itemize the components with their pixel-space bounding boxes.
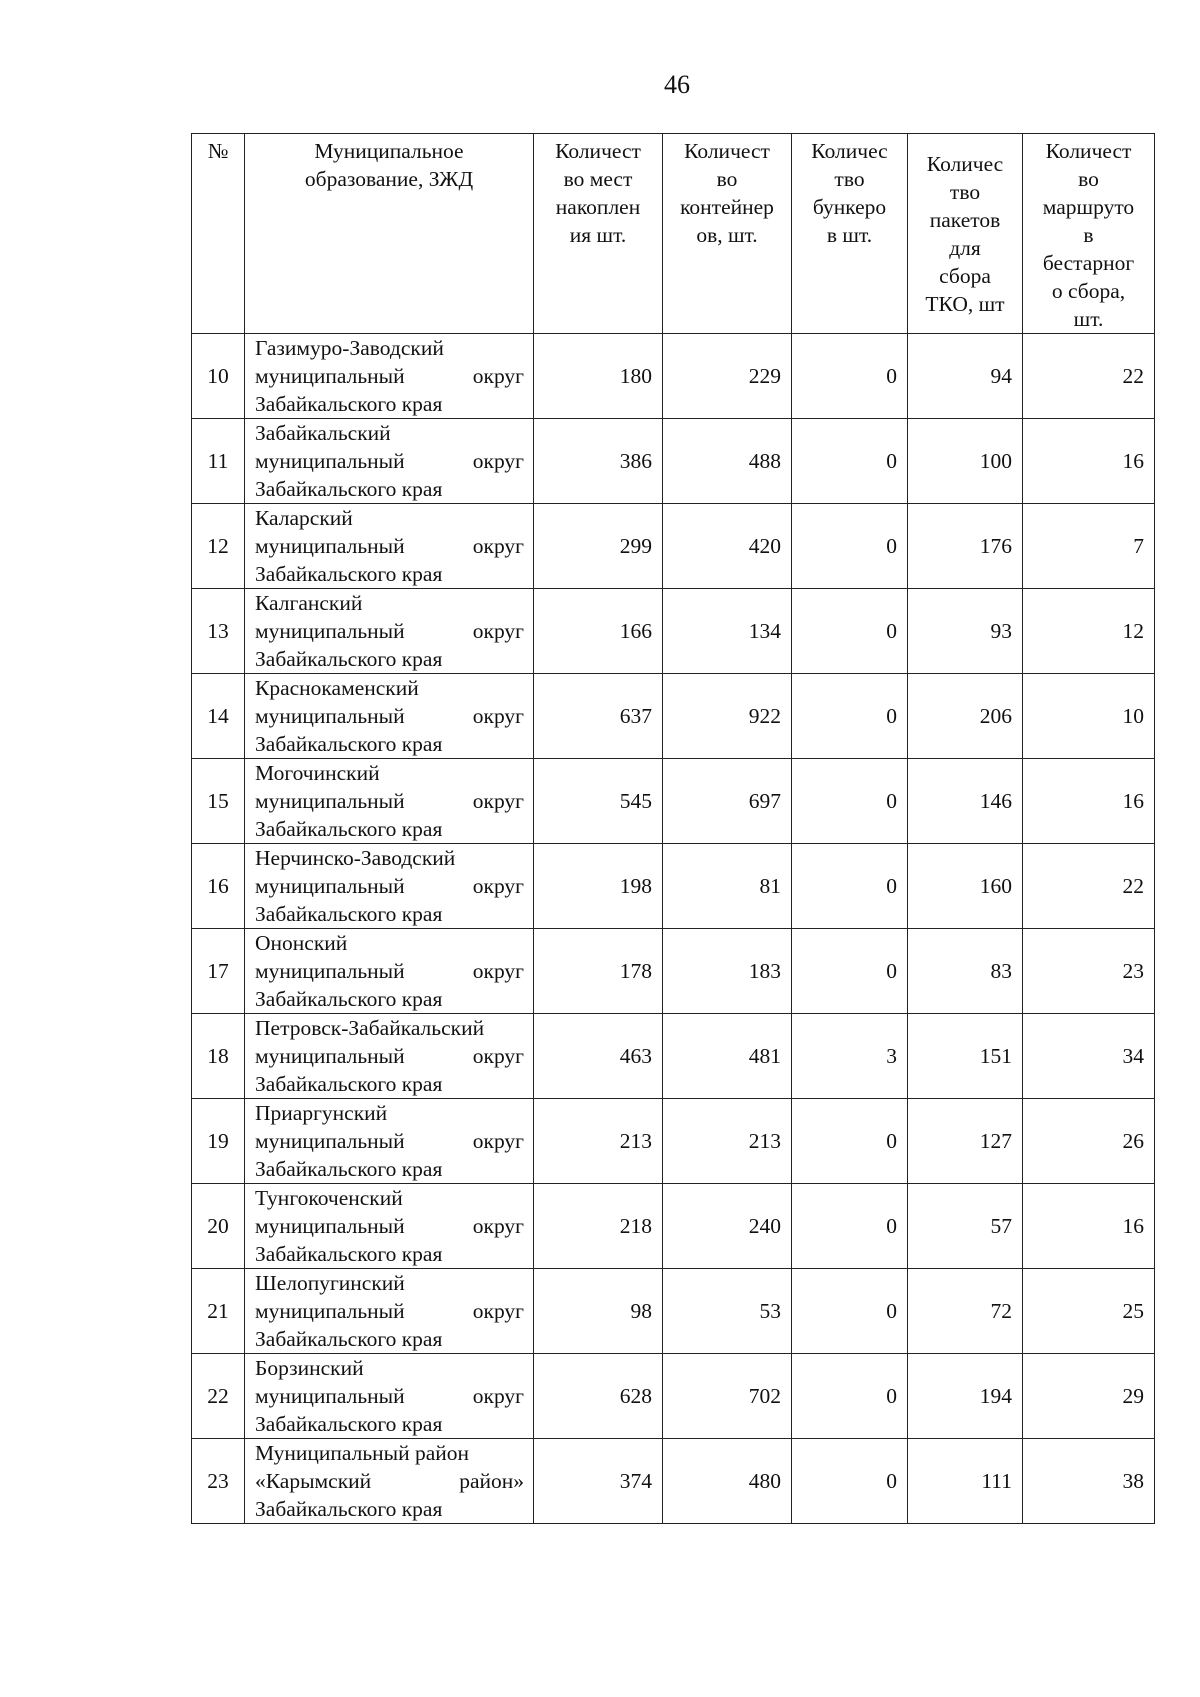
table-row [192,674,1155,759]
header-line: пакетов [929,207,1001,232]
containers-count: 81 [663,844,792,929]
table-row [192,1269,1155,1354]
bunkers-count: 0 [792,844,908,929]
routes-count: 26 [1023,1099,1155,1184]
table-row [192,844,1155,929]
col-municipality-header [245,134,534,334]
municipality-name: Шелопугинский муниципальный округ Забайкальского края [245,1269,534,1354]
routes-count: 7 [1023,504,1155,589]
table-row [192,589,1155,674]
row-number: 18 [192,1014,245,1099]
header-line: в [1083,223,1094,247]
routes-count: 12 [1023,589,1155,674]
table-body [192,334,1155,1524]
header-line: Количест [555,139,641,163]
bunkers-count: 0 [792,759,908,844]
bags-count: 194 [908,1354,1023,1439]
municipality-name: Петровск-Забайкальский муниципальный округ Забайкальского края [245,1014,534,1099]
row-number: 20 [192,1184,245,1269]
bunkers-count: 0 [792,334,908,419]
municipality-name: Нерчинско-Заводский муниципальный округ Забайкальского края [245,844,534,929]
routes-count: 29 [1023,1354,1155,1439]
bunkers-count: 0 [792,929,908,1014]
places-count: 637 [534,674,663,759]
col-bags-header [908,134,1023,334]
places-count: 386 [534,419,663,504]
municipality-name: Краснокаменский муниципальный округ Забайкальского края [245,674,534,759]
row-number: 17 [192,929,245,1014]
bags-count: 72 [908,1269,1023,1354]
routes-count: 38 [1023,1439,1155,1524]
bags-count: 127 [908,1099,1023,1184]
header-line: № [207,139,229,163]
municipality-name: Приаргунский муниципальный округ Забайкальского края [245,1099,534,1184]
bunkers-count: 0 [792,589,908,674]
header-row [192,134,1155,334]
row-number: 13 [192,589,245,674]
routes-count: 34 [1023,1014,1155,1099]
municipality-name: Калганский муниципальный округ Забайкальского края [245,589,534,674]
col-routes-header [1023,134,1155,334]
places-count: 178 [534,929,663,1014]
row-number: 14 [192,674,245,759]
bunkers-count: 0 [792,419,908,504]
containers-count: 480 [663,1439,792,1524]
bunkers-count: 0 [792,1439,908,1524]
table-row [192,1099,1155,1184]
header-line: во [716,167,738,191]
containers-count: 53 [663,1269,792,1354]
header-line: ТКО, шт [925,291,1005,316]
col-bunkers-header [792,134,908,334]
bunkers-count: 3 [792,1014,908,1099]
bunkers-count: 0 [792,1354,908,1439]
containers-count: 481 [663,1014,792,1099]
table-row [192,929,1155,1014]
containers-count: 420 [663,504,792,589]
table-row [192,1439,1155,1524]
routes-count: 22 [1023,334,1155,419]
bags-count: 83 [908,929,1023,1014]
table-row [192,504,1155,589]
table-row [192,1184,1155,1269]
header-line: сбора [939,263,991,288]
row-number: 12 [192,504,245,589]
containers-count: 922 [663,674,792,759]
row-number: 15 [192,759,245,844]
bunkers-count: 0 [792,674,908,759]
municipality-name: Тунгокоченский муниципальный округ Забайкальского края [245,1184,534,1269]
places-count: 374 [534,1439,663,1524]
bags-count: 160 [908,844,1023,929]
bags-count: 93 [908,589,1023,674]
bags-count: 94 [908,334,1023,419]
bags-count: 176 [908,504,1023,589]
routes-count: 23 [1023,929,1155,1014]
header-line: контейнер [680,195,774,219]
containers-count: 702 [663,1354,792,1439]
header-line: шт. [1073,307,1104,331]
header-line: Муниципальное [314,139,464,163]
header-line: Количес [926,151,1004,176]
table-row [192,759,1155,844]
header-line: образование, ЗЖД [304,167,474,191]
header-line: ия шт. [569,223,627,247]
containers-count: 229 [663,334,792,419]
table-row [192,1354,1155,1439]
places-count: 218 [534,1184,663,1269]
header-line: Количест [684,139,770,163]
places-count: 198 [534,844,663,929]
places-count: 463 [534,1014,663,1099]
table-row [192,334,1155,419]
containers-count: 697 [663,759,792,844]
bags-count: 151 [908,1014,1023,1099]
header-line: накоплен [555,195,641,219]
header-line: ов, шт. [696,223,758,247]
bags-count: 206 [908,674,1023,759]
header-line: во мест [563,167,633,191]
bags-count: 100 [908,419,1023,504]
row-number: 19 [192,1099,245,1184]
header-line: о сбора, [1051,279,1126,303]
places-count: 166 [534,589,663,674]
places-count: 545 [534,759,663,844]
bunkers-count: 0 [792,1184,908,1269]
municipality-name: Борзинский муниципальный округ Забайкальского края [245,1354,534,1439]
waste-collection-table [191,133,1155,1524]
places-count: 628 [534,1354,663,1439]
row-number: 10 [192,334,245,419]
header-line: для [949,235,981,260]
routes-count: 16 [1023,759,1155,844]
header-line: в шт. [826,223,873,247]
places-count: 213 [534,1099,663,1184]
table-row [192,419,1155,504]
routes-count: 16 [1023,1184,1155,1269]
table-row [192,1014,1155,1099]
municipality-name: Газимуро-Заводский муниципальный округ Забайкальского края [245,334,534,419]
containers-count: 213 [663,1099,792,1184]
row-number: 22 [192,1354,245,1439]
col-containers-header [663,134,792,334]
containers-count: 488 [663,419,792,504]
header-line: тво [949,179,981,204]
municipality-name: Ононский муниципальный округ Забайкальского края [245,929,534,1014]
header-line: бункеро [812,195,887,219]
containers-count: 240 [663,1184,792,1269]
municipality-name: Муниципальный район «Карымский район» Забайкальского края [245,1439,534,1524]
bags-count: 111 [908,1439,1023,1524]
row-number: 21 [192,1269,245,1354]
header-line: тво [834,167,865,191]
header-line: во [1078,167,1099,191]
page-number: 46 [664,70,690,99]
row-number: 16 [192,844,245,929]
row-number: 11 [192,419,245,504]
bunkers-count: 0 [792,1269,908,1354]
places-count: 180 [534,334,663,419]
header-line: маршруто [1042,195,1135,219]
col-places-header [534,134,663,334]
routes-count: 16 [1023,419,1155,504]
municipality-name: Забайкальский муниципальный округ Забайкальского края [245,419,534,504]
header-line: Количест [1045,139,1132,163]
bunkers-count: 0 [792,1099,908,1184]
bags-count: 146 [908,759,1023,844]
header-line: бестарног [1042,251,1135,275]
routes-count: 25 [1023,1269,1155,1354]
bags-count: 57 [908,1184,1023,1269]
col-number-header [192,134,245,334]
containers-count: 134 [663,589,792,674]
row-number: 23 [192,1439,245,1524]
routes-count: 10 [1023,674,1155,759]
header-line: Количес [811,139,888,163]
places-count: 98 [534,1269,663,1354]
municipality-name: Каларский муниципальный округ Забайкальского края [245,504,534,589]
containers-count: 183 [663,929,792,1014]
bunkers-count: 0 [792,504,908,589]
places-count: 299 [534,504,663,589]
routes-count: 22 [1023,844,1155,929]
municipality-name: Могочинский муниципальный округ Забайкальского края [245,759,534,844]
